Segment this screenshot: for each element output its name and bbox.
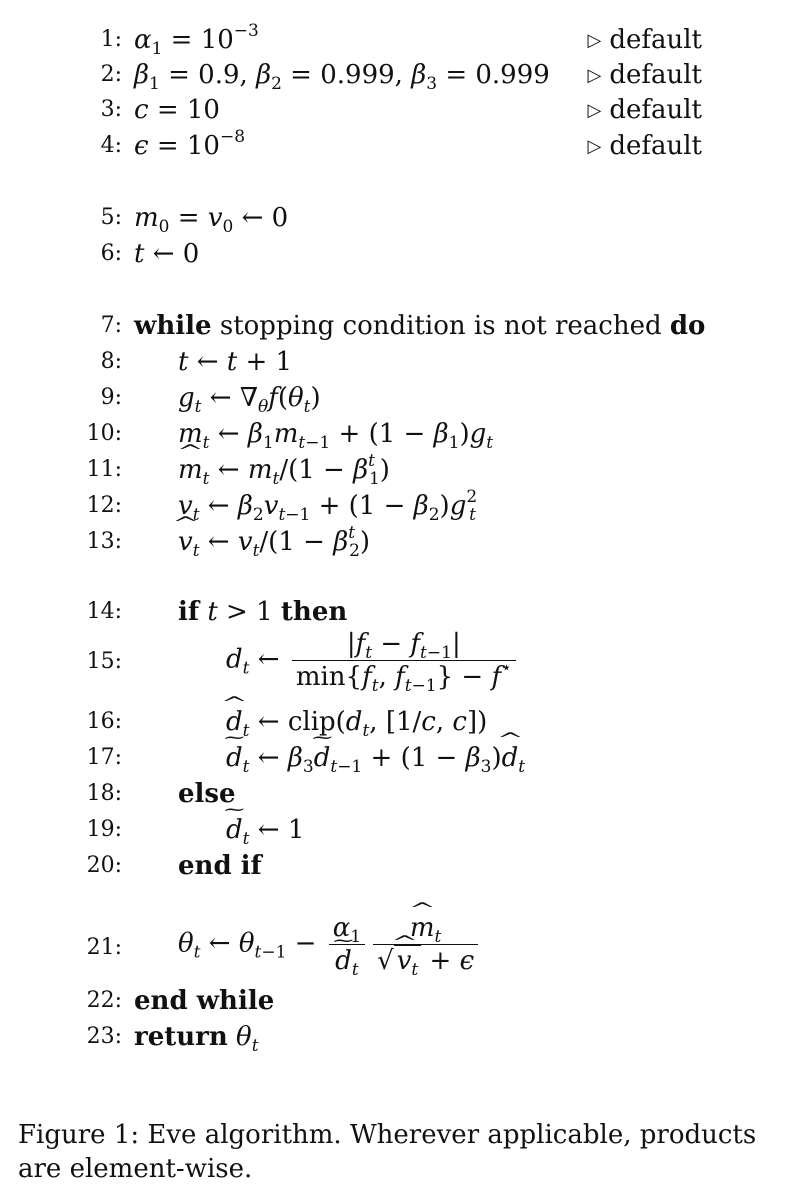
fraction: $\frac{|f_t - f_{t-1}|}{\min\{f_t, f_{t-1}\} - f^⋆}$ [292,628,516,693]
algo-line-11 [0,452,792,488]
keyword-if: if [178,597,200,627]
line-number: 14: [86,599,122,624]
algo-line-16 [0,704,792,740]
algo-line-9 [0,380,792,416]
keyword-then: then [280,597,348,627]
line-code: $v_t$ ← $\beta_2v_{t-1} + (1 - \beta_2)g^2_t$ [178,487,478,525]
algo-line-13 [0,524,792,560]
algo-line-12 [0,488,792,524]
line-number: 21: [86,935,122,960]
line-number: 5: [100,205,122,230]
line-code: return $\theta_t$ [134,1022,259,1056]
line-code: ^ $m_t$ ← $m_t/(1 - \beta^t_1)$ [178,452,390,488]
triangle-icon: ▷ [587,30,602,51]
algo-line-20 [0,848,792,884]
line-comment: ▷ default [587,131,702,161]
algo-line-7 [0,308,792,344]
line-code: $\alpha_1 = 10^{-3}$ [134,21,259,59]
line-number: 17: [86,745,122,770]
line-code: $\epsilon = 10^{-8}$ [134,127,246,161]
triangle-icon: ▷ [587,136,602,157]
algo-line-8 [0,344,792,380]
line-code: $\beta_1 = 0.9$, $\beta_2 = 0.999$, $\beta_3 = 0.999$ [134,60,550,94]
line-comment: ▷ default [587,25,702,55]
line-number: 9: [100,385,122,410]
line-number: 8: [100,349,122,374]
triangle-icon: ▷ [587,65,602,86]
triangle-icon: ▷ [587,100,602,121]
line-code: $m_0 = v_0$ ← 0 [134,203,289,237]
algo-line-19 [0,812,792,848]
line-number: 7: [100,313,122,338]
line-code: t ← t + 1 [178,347,293,377]
algo-line-21 [0,910,792,980]
algo-line-3 [0,92,792,128]
line-number: 22: [86,988,122,1013]
fraction-alpha: $\alpha_1$ ~ $d_t$ [329,912,365,977]
line-number: 13: [86,529,122,554]
line-code: if t > 1 then [178,597,348,627]
line-code: c = 10 [134,95,220,125]
keyword-do: do [669,311,706,341]
line-number: 20: [86,853,122,878]
line-code: ^ $d_t$ ← $clip(d_t$, [1/c, c]) [226,704,487,740]
algo-line-1 [0,22,792,58]
line-number: 12: [86,493,122,518]
line-number: 18: [86,781,122,806]
line-code: ~ $d_t$ ← $\beta_3\sim$ $d_{t-1} + (1$ − $\beta_3)\^{}$ $d_t$ [226,740,525,776]
line-code: $d_t$ ← $\frac{|f_t - f_{t-1}|}{\min\{f_t, f_{t-1}\} - f^⋆}$ [226,628,520,693]
line-comment: ▷ default [587,95,702,125]
keyword-end-while: end while [134,986,275,1016]
keyword-else: else [178,779,236,809]
line-number: 10: [86,421,122,446]
algo-line-15 [0,628,792,694]
algo-line-14 [0,594,792,630]
keyword-while: while [134,311,212,341]
algo-line-5 [0,200,792,236]
line-number: 11: [86,457,122,482]
algo-line-18 [0,776,792,812]
algo-line-6 [0,236,792,272]
algo-line-23 [0,1019,792,1055]
line-number: 23: [86,1024,122,1049]
line-number: 6: [100,241,122,266]
algo-line-22 [0,983,792,1019]
keyword-end-if: end if [178,851,262,881]
figure-caption: Figure 1: Eve algorithm. Wherever applicable, products are element-wise. [18,1120,757,1184]
algo-line-17 [0,740,792,776]
line-code: $\theta_t$ ← $\theta_{t-1}$ − $\alpha_1$ ~ $d_t$ ^ $\frac{m_t}{√\^{} v_t + \epsilon}$ [178,912,482,977]
line-code: t ← 0 [134,239,200,269]
line-code: ^ $v_t$ ← $v_t/(1 - \beta^t_2)$ [178,524,370,560]
line-number: 16: [86,709,122,734]
line-code: $g_t$ ← $\nabla_\theta f(\theta_t)$ [178,383,321,417]
algo-line-10 [0,416,792,452]
line-number: 15: [86,649,122,674]
algo-line-2 [0,57,792,93]
algo-line-4 [0,128,792,164]
fraction-m-hat: ^ $\frac{m_t}{√\^{} v_t + \epsilon}$ [373,912,478,977]
line-code: $m_t$ ← $\beta_1m_{t-1} + (1 - \beta_1)g_t$ [178,419,494,453]
line-number: 1: [100,27,122,52]
line-number: 19: [86,817,122,842]
line-number: 4: [100,133,122,158]
keyword-return: return [134,1022,228,1052]
line-code: while stopping condition is not reached do [134,311,706,341]
line-number: 2: [100,62,122,87]
line-comment: ▷ default [587,60,702,90]
line-code: ~ $d_t$ ← 1 [226,812,304,848]
line-number: 3: [100,97,122,122]
